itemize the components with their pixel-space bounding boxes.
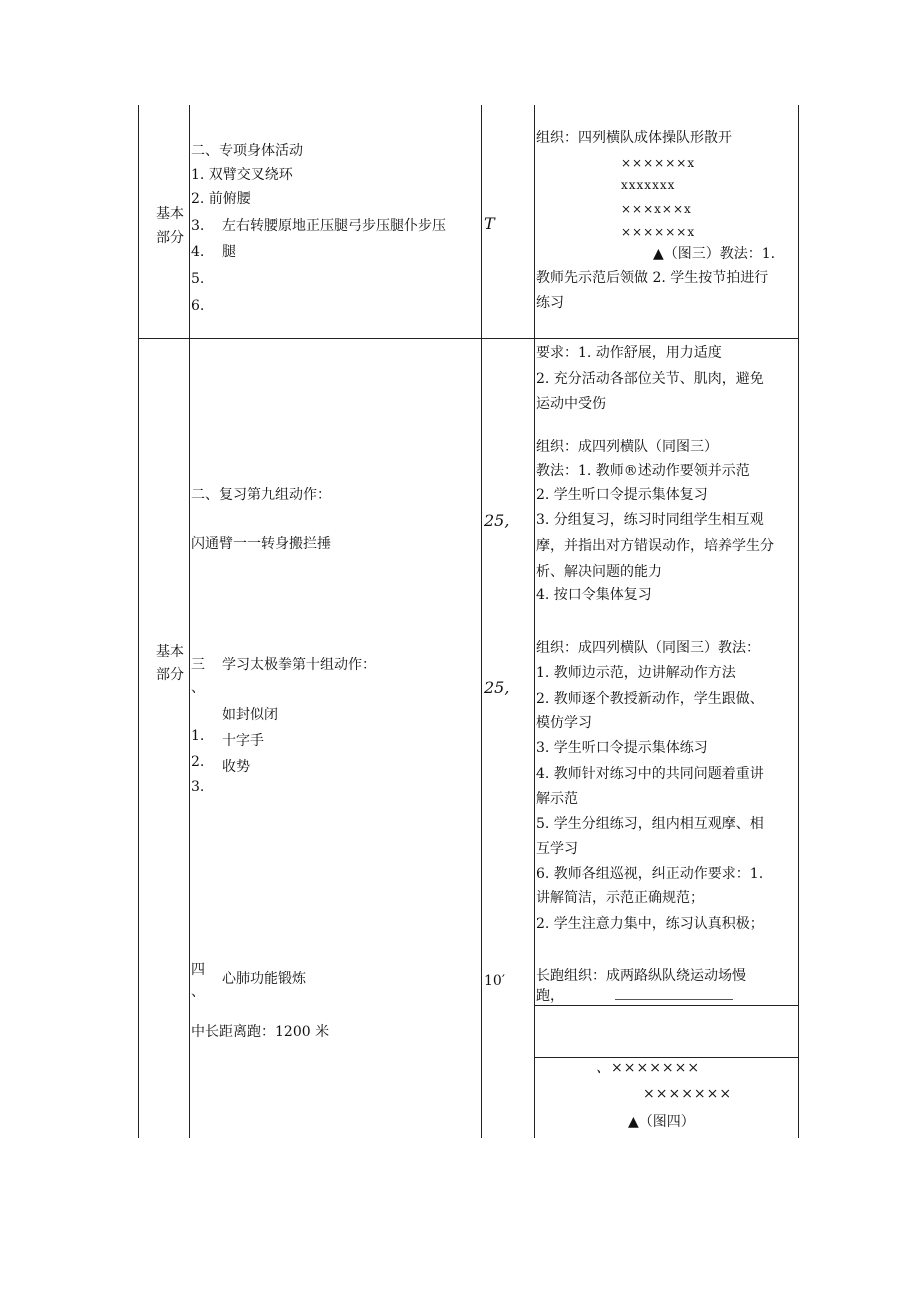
review-method-line: 教法：1. 教师®述动作要领并示范 [536, 463, 750, 479]
activity-number: 4. [191, 244, 205, 260]
learn-method-line: 解示范 [536, 791, 578, 807]
requirement-line: 2. 充分活动各部位关节、肌肉，避免 [536, 371, 764, 387]
learn-method-line: 3. 学生听口令提示集体练习 [536, 740, 708, 756]
review-method-line: 3. 分组复习，练习时同组学生相互观 [536, 512, 764, 528]
activity-item3-line2: 腿 [222, 244, 236, 260]
run-org-line2: 跑， [536, 988, 564, 1004]
formation-row: ××××××x [621, 225, 696, 239]
review-method-line: 摩，并指出对方错误动作，培养学生分 [536, 538, 774, 554]
learn-method-line: 2. 教师逐个教授新动作，学生跟做、 [536, 691, 764, 707]
section-label-line2: 部分 [156, 230, 184, 246]
run-underline [615, 999, 733, 1000]
method-divider-1 [534, 1005, 799, 1006]
org-text: 组织：四列横队成体操队形散开 [536, 130, 732, 146]
activity-number: 5. [191, 271, 205, 287]
method-line: 教师先示范后领做 2. 学生按节拍进行 [536, 270, 769, 286]
activity-item3-line1: 左右转腰原地正压腿弓步压腿仆步压 [222, 218, 446, 234]
learn-heading: 学习太极拳第十组动作： [222, 657, 376, 673]
review-method-line: 4. 按口令集体复习 [536, 587, 652, 603]
learn-method-line: 模仿学习 [536, 715, 592, 731]
table-border-right [798, 105, 799, 1138]
activity-number: 6. [191, 298, 205, 314]
learn-number: 3. [191, 779, 205, 795]
activity-item: 2. 前俯腰 [191, 191, 251, 207]
table-divider-method [534, 105, 535, 1138]
section-label-line2: 部分 [156, 667, 184, 683]
time-value: 25, [484, 678, 510, 697]
review-method-line: 2. 学生听口令提示集体复习 [536, 487, 708, 503]
formation-row: xxxxxxx [621, 178, 676, 192]
learn-method-line: 互学习 [536, 841, 578, 857]
run-org-line1: 长跑组织：成两路纵队绕运动场慢 [536, 968, 746, 984]
learn-method-line: 2. 学生注意力集中，练习认真积极； [536, 916, 764, 932]
section-label-line1: 基本 [156, 206, 184, 222]
review-method-line: 析、解决问题的能力 [536, 564, 662, 580]
formation-row: ××××××x [621, 156, 696, 170]
method-line: ▲（图三）教法：1. [653, 246, 776, 262]
formation-row: ×××x××x [621, 202, 692, 216]
review-method-line: 组织：成四列横队（同图三） [536, 439, 718, 455]
learn-mark: 、 [191, 680, 205, 696]
learn-method-line: 讲解简洁，示范正确规范； [536, 890, 704, 906]
requirement-line: 要求：1. 动作舒展，用力适度 [536, 345, 722, 361]
cardio-heading: 心肺功能锻炼 [222, 971, 306, 987]
learn-number: 1. [191, 728, 205, 744]
table-divider-time [481, 105, 482, 1138]
table-border-left [138, 105, 139, 1138]
cardio-number: 四 [191, 962, 205, 978]
activity-number: 3. [191, 218, 205, 234]
review-item: 闪通臂一一转身搬拦捶 [191, 536, 331, 552]
learn-item: 如封似闭 [222, 707, 278, 723]
row-divider [138, 338, 799, 339]
figure-caption: ▲（图四） [628, 1114, 695, 1130]
method-line: 练习 [536, 295, 564, 311]
learn-method-line: 组织：成四列横队（同图三）教法： [536, 640, 760, 656]
table-divider-content [189, 105, 190, 1138]
learn-number: 三 [191, 657, 205, 673]
learn-method-line: 4. 教师针对练习中的共同问题着重讲 [536, 766, 764, 782]
learn-number: 2. [191, 754, 205, 770]
time-value: T [484, 214, 495, 233]
formation-row: 、××××××× [596, 1060, 701, 1076]
activity-heading: 二、专项身体活动 [191, 143, 303, 159]
review-heading: 二、复习第九组动作： [191, 487, 331, 503]
activity-item: 1. 双臂交叉绕环 [191, 167, 293, 183]
learn-item: 收势 [222, 759, 250, 775]
time-value: 10′ [484, 973, 505, 989]
learn-method-line: 1. 教师边示范，边讲解动作方法 [536, 665, 736, 681]
cardio-item: 中长距离跑：1200 米 [191, 1024, 330, 1040]
section-label-line1: 基本 [156, 644, 184, 660]
cardio-mark: 、 [191, 984, 205, 1000]
learn-method-line: 6. 教师各组巡视，纠正动作要求：1. [536, 866, 764, 882]
requirement-line: 运动中受伤 [536, 396, 606, 412]
learn-item: 十字手 [222, 733, 264, 749]
formation-row: ××××××× [643, 1086, 733, 1102]
learn-method-line: 5. 学生分组练习，组内相互观摩、相 [536, 816, 764, 832]
time-value: 25, [484, 511, 510, 530]
